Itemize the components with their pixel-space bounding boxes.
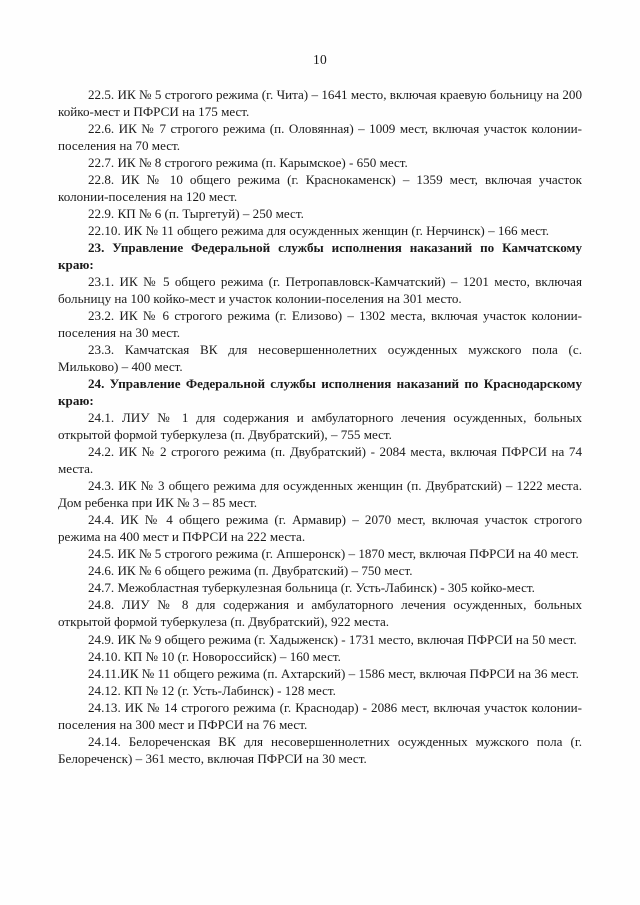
paragraph: 23.1. ИК № 5 общего режима (г. Петропавловск-Камчатский) – 1201 место, включая больницу на 100 койко-мест и участок колонии-поселения на 301 место. [58,274,582,307]
paragraph: 23.3. Камчатская ВК для несовершеннолетних осужденных мужского пола (с. Мильково) – 400 мест. [58,342,582,375]
page-number: 10 [312,52,328,67]
paragraph: 24.4. ИК № 4 общего режима (г. Армавир) – 2070 мест, включая участок строгого режима на 400 мест и ПФРСИ на 222 места. [58,512,582,545]
paragraph: 22.6. ИК № 7 строгого режима (п. Оловянная) – 1009 мест, включая участок колонии-поселения на 70 мест. [58,121,582,154]
paragraph: 23.2. ИК № 6 строгого режима (г. Елизово) – 1302 места, включая участок колонии-поселения на 30 мест. [58,308,582,341]
paragraph: 22.8. ИК № 10 общего режима (г. Краснокаменск) – 1359 мест, включая участок колонии-поселения на 120 мест. [58,172,582,205]
paragraph: 24.6. ИК № 6 общего режима (п. Двубратский) – 750 мест. [88,563,413,579]
paragraph: 22.7. ИК № 8 строгого режима (п. Карымское) - 650 мест. [88,155,408,171]
paragraph: 24.9. ИК № 9 общего режима (г. Хадыженск) - 1731 место, включая ПФРСИ на 50 мест. [88,631,577,647]
section-heading: 23. Управление Федеральной службы исполнения наказаний по Камчатскому краю: [58,240,582,273]
paragraph: 24.12. КП № 12 (г. Усть-Лабинск) - 128 мест. [88,682,336,698]
paragraph: 24.3. ИК № 3 общего режима для осужденных женщин (п. Двубратский) – 1222 места. Дом ребенка при ИК № 3 – 85 мест. [58,478,582,511]
paragraph: 24.10. КП № 10 (г. Новороссийск) – 160 мест. [88,648,341,664]
paragraph: 24.5. ИК № 5 строгого режима (г. Апшеронск) – 1870 мест, включая ПФРСИ на 40 мест. [88,546,579,562]
paragraph: 24.13. ИК № 14 строгого режима (г. Краснодар) - 2086 мест, включая участок колонии-поселения на 300 мест и ПФРСИ на 76 мест. [58,699,582,732]
paragraph: 24.7. Межобластная туберкулезная больница (г. Усть-Лабинск) - 305 койко-мест. [88,580,535,596]
paragraph: 24.2. ИК № 2 строгого режима (п. Двубратский) - 2084 места, включая ПФРСИ на 74 места. [58,444,582,477]
paragraph: 24.1. ЛИУ № 1 для содержания и амбулаторного лечения осужденных, больных открытой формой туберкулеза (п. Двубратский), – 755 мест. [58,410,582,443]
paragraph: 22.9. КП № 6 (п. Тыргетуй) – 250 мест. [88,206,304,222]
paragraph: 24.8. ЛИУ № 8 для содержания и амбулаторного лечения осужденных, больных открытой формой туберкулеза (п. Двубратский), 922 места. [58,597,582,630]
section-heading: 24. Управление Федеральной службы исполнения наказаний по Краснодарскому краю: [58,376,582,409]
document-body [58,86,582,767]
paragraph: 24.14. Белореченская ВК для несовершеннолетних осужденных мужского пола (г. Белореченск) – 361 место, включая ПФРСИ на 30 мест. [58,733,582,766]
paragraph: 22.5. ИК № 5 строгого режима (г. Чита) – 1641 место, включая краевую больницу на 200 койко-мест и ПФРСИ на 175 мест. [58,87,582,120]
paragraph: 24.11.ИК № 11 общего режима (п. Ахтарский) – 1586 мест, включая ПФРСИ на 36 мест. [88,665,579,681]
paragraph: 22.10. ИК № 11 общего режима для осужденных женщин (г. Нерчинск) – 166 мест. [88,223,550,239]
